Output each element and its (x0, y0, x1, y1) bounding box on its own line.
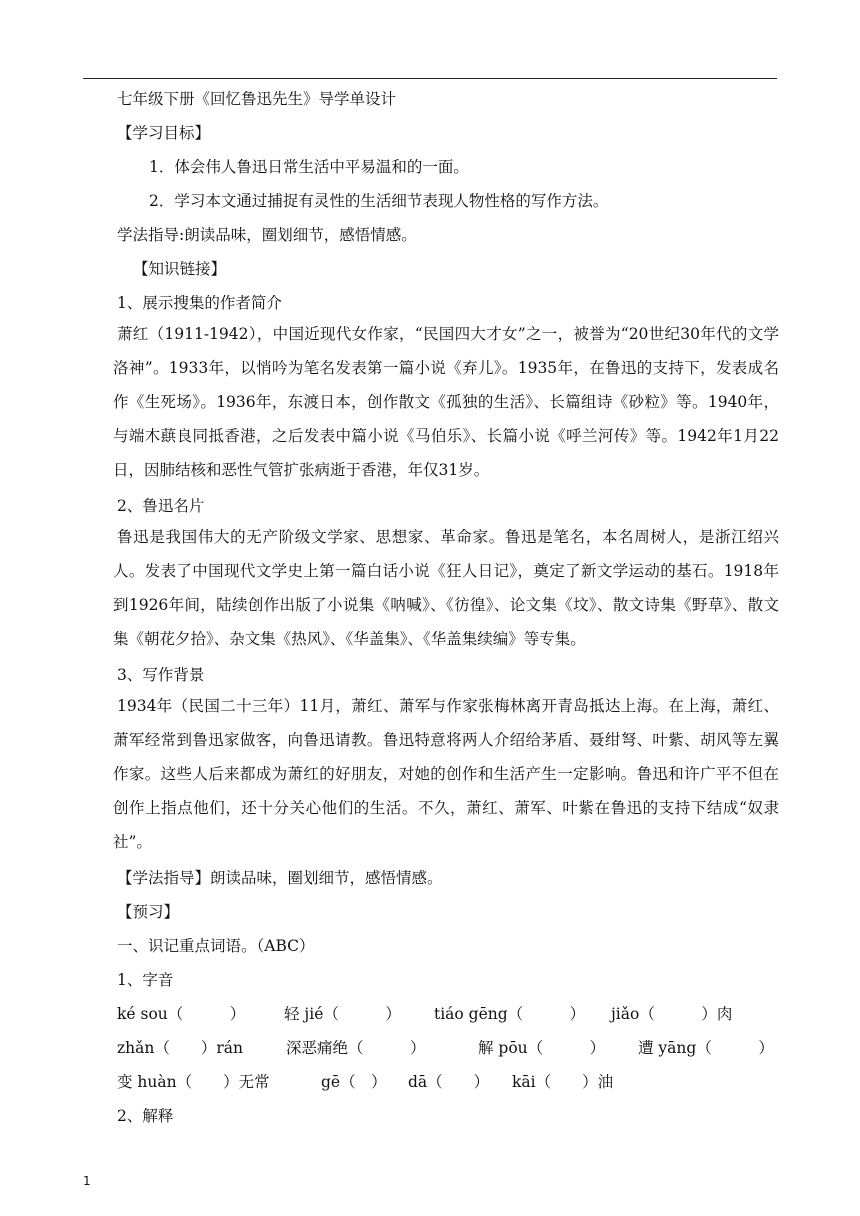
explain-title: 2、解释 (117, 1107, 174, 1125)
document-title: 七年级下册《回忆鲁迅先生》导学单设计 (117, 90, 397, 108)
task-vocab-line: 一、识记重点词语。（ABC） (117, 937, 315, 955)
pron-item: kāi（ ）油 (512, 1073, 614, 1091)
method-line: 学法指导:朗读品味，圈划细节，感悟情感。 (117, 226, 417, 244)
knowledge-heading: 【知识链接】 (133, 260, 227, 278)
method-guide-line: 【学法指导】朗读品味，圈划细节，感悟情感。 (117, 869, 443, 887)
pron-item: gē（ ） (321, 1073, 387, 1091)
page-number: 1 (83, 1174, 91, 1188)
section-author-title: 1、展示搜集的作者简介 (117, 294, 282, 312)
pron-item: tiáo gēng（ ） (434, 1005, 586, 1023)
pronunciation-title: 1、字音 (117, 971, 174, 989)
header-rule (83, 78, 777, 79)
pron-item: 解 pōu（ ） (478, 1039, 606, 1057)
goals-heading: 【学习目标】 (117, 124, 211, 142)
pron-item: jiǎo（ ）肉 (611, 1005, 733, 1023)
pron-item: 变 huàn（ ）无常 (117, 1073, 270, 1091)
pron-item: zhǎn（ ）rán (117, 1039, 244, 1057)
luxun-card-paragraph: 鲁迅是我国伟大的无产阶级文学家、思想家、革命家。鲁迅是笔名，本名周树人，是浙江绍兴人。发表了中国现代文学史上第一篇白话小说《狂人日记》，奠定了新文学运动的基石。1918年到1926年间，陆续创作出版了小说集《呐喊》、《彷徨》、论文集《坟》、散文诗集《野草》、散文集《朝花夕拾》、杂文集《热风》、《华盖集》、《华盖集续编》等专集。 (113, 528, 779, 648)
section-luxun-title: 2、鲁迅名片 (117, 497, 205, 515)
author-bio-paragraph: 萧红（1911-1942），中国近现代女作家，“民国四大才女”之一，被誉为“20世纪30年代的文学洛神”。1933年，以悄吟为笔名发表第一篇小说《弃儿》。1935年，在鲁迅的支持下，发表成名作《生死场》。1936年，东渡日本，创作散文《孤独的生活》、长篇组诗《砂粒》等。1940年，与端木蕻良同抵香港，之后发表中篇小说《马伯乐》、长篇小说《呼兰河传》等。1942年1月22日，因肺结核和恶性气管扩张病逝于香港，年仅31岁。 (113, 325, 779, 479)
pron-item: 轻 jié（ ） (284, 1005, 401, 1023)
goal-item-2: 2．学习本文通过捕捉有灵性的生活细节表现人物性格的写作方法。 (149, 192, 609, 210)
pron-item: dā（ ） (408, 1073, 490, 1091)
background-paragraph: 1934年（民国二十三年）11月，萧红、萧军与作家张梅林离开青岛抵达上海。在上海，萧红、萧军经常到鲁迅家做客，向鲁迅请教。鲁迅特意将两人介绍给茅盾、聂绀弩、叶紫、胡风等左翼作家。这些人后来都成为萧红的好朋友，对她的创作和生活产生一定影响。鲁迅和许广平不但在创作上指点他们，还十分关心他们的生活。不久，萧红、萧军、叶紫在鲁迅的支持下结成“奴隶社”。 (113, 697, 779, 851)
section-background-title: 3、写作背景 (117, 666, 205, 684)
pron-item: 遭 yāng（ ） (638, 1039, 774, 1057)
goal-item-1: 1．体会伟人鲁迅日常生活中平易温和的一面。 (149, 158, 469, 176)
pron-item: 深恶痛绝（ ） (286, 1039, 426, 1057)
pron-item: ké sou（ ） (117, 1005, 246, 1023)
preview-heading: 【预习】 (117, 903, 180, 921)
